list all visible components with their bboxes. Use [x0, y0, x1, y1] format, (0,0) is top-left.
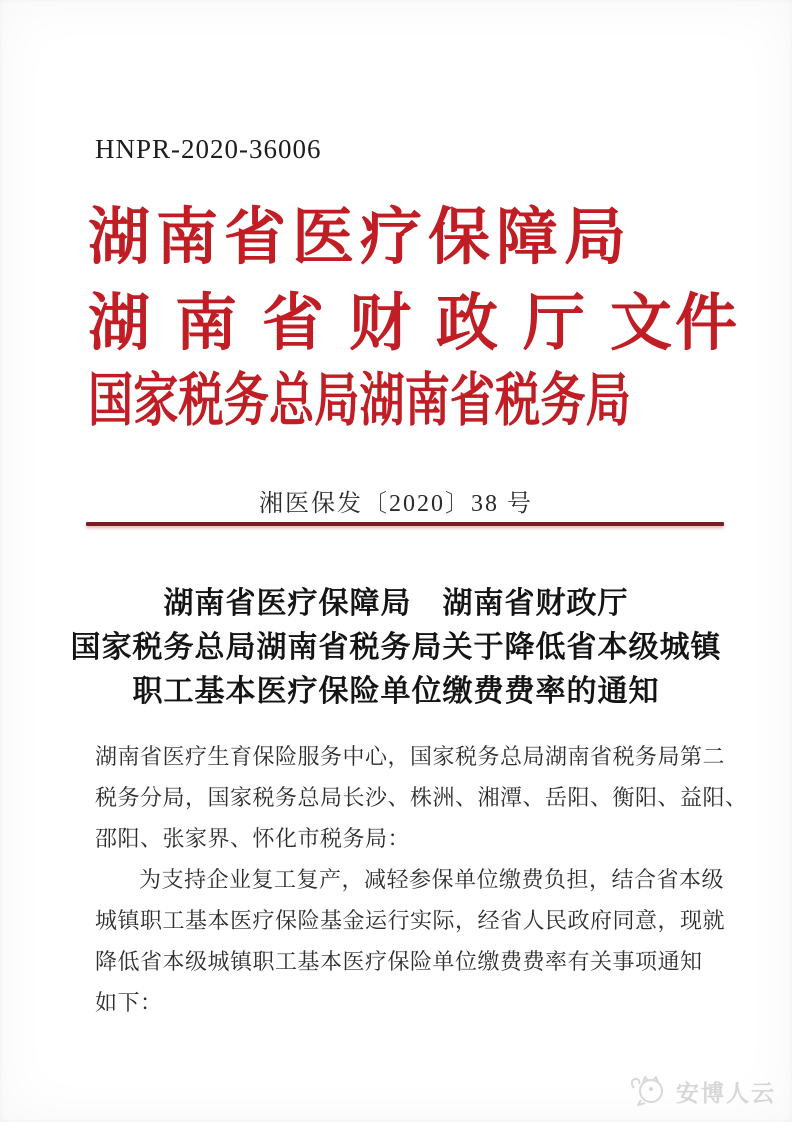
letterhead-line-2 — [88, 290, 760, 359]
body-line: 湖南省医疗生育保险服务中心，国家税务总局湖南省税务局第二 — [95, 744, 726, 769]
document-code: HNPR-2020-36006 — [95, 134, 322, 164]
intro-paragraph — [95, 859, 725, 1023]
body-line: 邵阳、张家界、怀化市税务局： — [95, 826, 411, 851]
document-reference-number: 湘医保发〔2020〕38 号 — [259, 491, 533, 517]
notice-title-line-1: 湖南省医疗保障局 湖南省财政厅 — [163, 587, 629, 620]
body-line: 降低省本级城镇职工基本医疗保险单位缴费费率有关事项通知 — [95, 949, 703, 974]
watermark — [629, 1074, 776, 1108]
letterhead-line-2-agency: 湖南省财政厅 — [88, 290, 611, 359]
notice-title-line-2: 国家税务总局湖南省税务局关于降低省本级城镇 — [70, 631, 722, 664]
cat-logo-icon — [629, 1074, 669, 1108]
notice-body — [95, 736, 748, 1023]
addressee-paragraph — [95, 736, 748, 859]
red-letterhead — [88, 204, 760, 434]
watermark-label: 安博人云 — [676, 1080, 776, 1106]
notice-title-line-3: 职工基本医疗保险单位缴费费率的通知 — [132, 675, 660, 708]
letterhead-line-1: 湖南省医疗保障局 — [88, 204, 633, 272]
body-line: 如下： — [95, 990, 163, 1015]
notice-title — [60, 582, 732, 714]
body-line: 为支持企业复工复产，减轻参保单位缴费负担，结合省本级 — [139, 867, 725, 892]
letterhead-line-2-wenjian: 文件 — [610, 290, 741, 359]
body-line: 城镇职工基本医疗保险基金运行实际，经省人民政府同意，现就 — [95, 908, 726, 933]
body-line: 税务分局，国家税务总局长沙、株洲、湘潭、岳阳、衡阳、益阳、 — [95, 785, 748, 810]
red-divider-rule — [86, 522, 724, 526]
letterhead-line-3: 国家税务总局湖南省税务局 — [88, 367, 631, 433]
